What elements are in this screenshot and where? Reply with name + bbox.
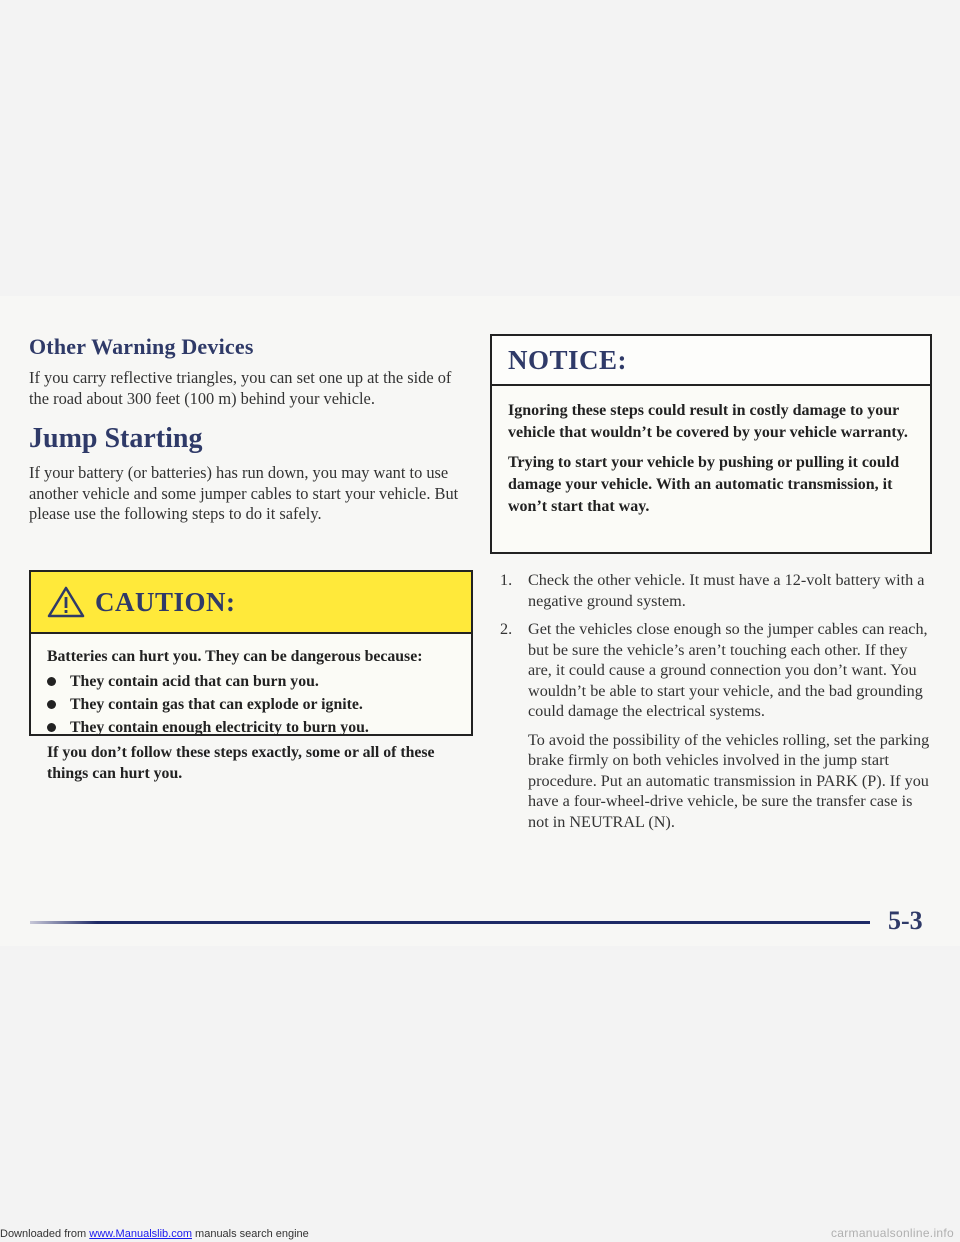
bullet-dot-icon — [47, 723, 56, 732]
notice-title: NOTICE: — [508, 344, 628, 375]
left-column — [29, 334, 459, 525]
watermark: carmanualsonline.info — [830, 1226, 954, 1240]
download-footer-suffix: manuals search engine — [191, 1228, 309, 1240]
download-footer — [0, 1226, 960, 1242]
bullet-dot-icon — [47, 700, 56, 709]
bullet-dot-icon — [47, 677, 56, 686]
step-text: Get the vehicles close enough so the jumper cables can reach, but be sure the vehicle’s aren’t touching each other. If they are, it could cause a ground connection you don’t want. You wouldn’t be able to start your vehicle, and the bad grounding could damage the electrical systems. — [528, 620, 928, 720]
step-item — [500, 619, 930, 722]
warning-triangle-icon — [47, 586, 85, 618]
footer-rule — [30, 921, 870, 924]
caution-bullet — [47, 717, 455, 738]
caution-intro: Batteries can hurt you. They can be dangerous because: — [47, 648, 423, 665]
caution-bullet-text: They contain gas that can explode or ignite. — [70, 696, 363, 713]
step-item — [500, 570, 930, 611]
step-number: 2. — [500, 620, 513, 638]
caution-bullet — [47, 671, 455, 692]
caution-body — [31, 634, 471, 784]
heading-other-warning-devices: Other Warning Devices — [29, 334, 254, 359]
notice-box — [490, 334, 932, 554]
caution-box — [29, 570, 473, 782]
step-number: 1. — [500, 571, 513, 589]
notice-header — [492, 336, 930, 386]
caution-header — [31, 572, 471, 634]
download-footer-prefix: Downloaded from — [0, 1228, 90, 1240]
notice-paragraph-warranty: Ignoring these steps could result in costly damage to your vehicle that wouldn’t be covered by your vehicle warranty. — [508, 402, 908, 441]
step-text: Check the other vehicle. It must have a 12-volt battery with a negative ground system. — [528, 571, 925, 610]
caution-bullet — [47, 694, 455, 715]
paragraph-other-warning-devices: If you carry reflective triangles, you can set one up at the side of the road about 300 feet (100 m) behind your vehicle. — [29, 368, 452, 408]
manualslib-link[interactable]: www.Manualslib.com — [89, 1228, 192, 1240]
caution-closing: If you don’t follow these steps exactly, some or all of these things can hurt you. — [47, 744, 435, 782]
page-number: 5-3 — [888, 906, 923, 935]
caution-bullet-text: They contain enough electricity to burn you. — [70, 719, 369, 736]
notice-body — [492, 386, 930, 518]
heading-jump-starting: Jump Starting — [29, 423, 203, 454]
caution-bullet-list — [47, 671, 455, 738]
caution-title: CAUTION: — [95, 586, 236, 617]
notice-paragraph-pushing: Trying to start your vehicle by pushing or pulling it could damage your vehicle. With an automatic transmission, it won’t start that way. — [508, 454, 900, 515]
paragraph-jump-starting: If your battery (or batteries) has run down, you may want to use another vehicle and some jumper cables to start your vehicle. But please use the following steps to do it safely. — [29, 463, 459, 523]
step-2-extra-paragraph: To avoid the possibility of the vehicles rolling, set the parking brake firmly on both vehicles involved in the jump start procedure. Put an automatic transmission in PARK (P). If you have a four-wheel-drive vehicle, be sure the transfer case is not in NEUTRAL (N). — [528, 730, 930, 831]
caution-bullet-text: They contain acid that can burn you. — [70, 673, 319, 690]
jump-start-steps — [500, 570, 930, 832]
